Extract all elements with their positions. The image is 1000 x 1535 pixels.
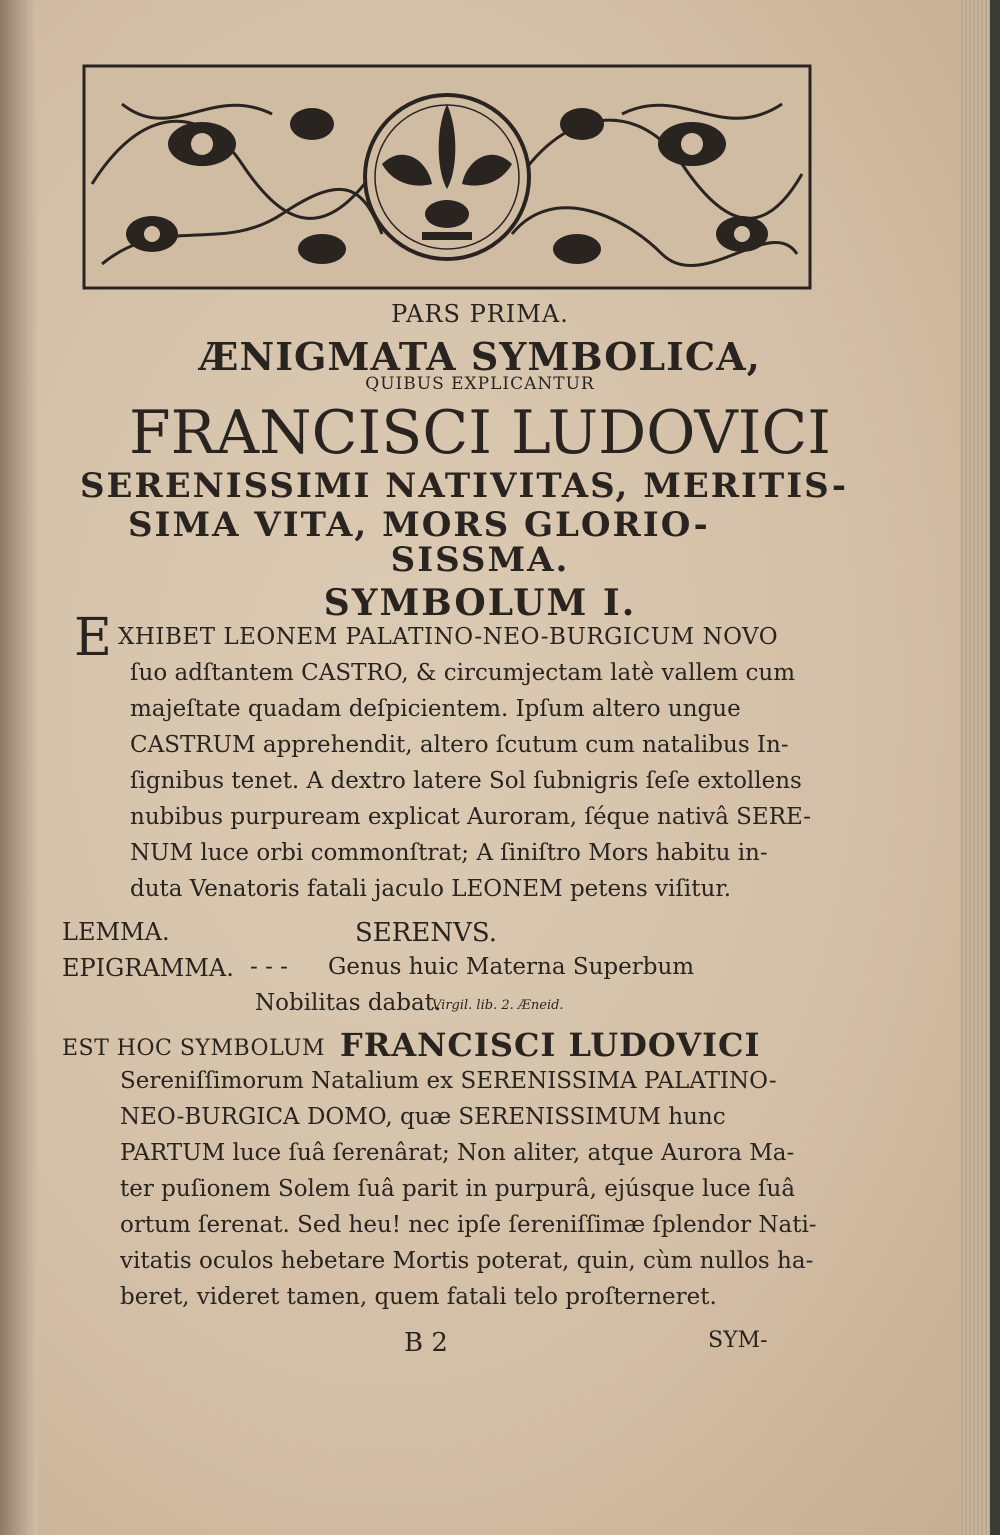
signature-mark: B 2 (404, 1328, 448, 1358)
name-title: FRANCISCI LUDOVICI (128, 398, 832, 468)
lemma-label: LEMMA. (62, 918, 170, 946)
paragraph2-line: NEO-BURGICA DOMO, quæ SERENISSIMUM hunc (120, 1104, 726, 1130)
paragraph1-line: NUM luce orbi commonſtrat; A ſiniſtro Mors habitu in- (130, 840, 768, 866)
symbol-heading: SYMBOLUM I. (323, 582, 637, 624)
paragraph1-line: majeſtate quadam deſpicientem. Ipſum altero ungue (130, 696, 741, 722)
title-line-2: SIMA VITA, MORS GLORIO- (128, 505, 710, 545)
epigramma-line-1: Genus huic Materna Superbum (328, 954, 695, 980)
paragraph2-line: ter puſionem Solem ſuâ parit in purpurâ, ejúsque luce ſuâ (120, 1176, 796, 1202)
epigramma-line-2: Nobilitas dabat. (255, 990, 442, 1016)
page-gutter (0, 0, 38, 1535)
catchword: SYM- (708, 1328, 768, 1353)
paragraph2-line: beret, videret tamen, quem fatali telo proſterneret. (120, 1284, 717, 1310)
paragraph2-line: vitatis oculos hebetare Mortis poterat, quin, cùm nullos ha- (120, 1248, 814, 1274)
paragraph1-line: nubibus purpuream explicat Auroram, ſéque nativâ SERE- (130, 804, 812, 830)
paragraph1-line: duta Venatoris fatali jaculo LEONEM petens viſitur. (130, 876, 732, 902)
paragraph1-line: ſignibus tenet. A dextro latere Sol ſubnigris ſeſe extollens (130, 768, 802, 794)
paragraph2-lead-name: FRANCISCI LUDOVICI (340, 1026, 761, 1064)
epigramma-dashes: - - - (250, 954, 288, 980)
section-heading: PARS PRIMA. (391, 300, 569, 328)
subtitle: QUIBUS EXPLICANTUR (365, 374, 595, 394)
epigramma-label: EPIGRAMMA. (62, 954, 234, 982)
citation: Virgil. lib. 2. Æneid. (432, 998, 564, 1013)
paragraph1-line: ſuo adſtantem CASTRO, & circumjectam latè vallem cum (130, 660, 796, 686)
paragraph1-line: CASTRUM apprehendit, altero ſcutum cum natalibus In- (130, 732, 789, 758)
main-title: ÆNIGMATA SYMBOLICA, (199, 334, 761, 379)
paragraph2-line: Sereniſſimorum Natalium ex SERENISSIMA PALATINO- (120, 1068, 777, 1094)
paragraph2-line: ortum ſerenat. Sed heu! nec ipſe ſereniſſimæ ſplendor Nati- (120, 1212, 817, 1238)
floral-headpiece-ornament (82, 64, 812, 290)
title-line-1: SERENISSIMI NATIVITAS, MERITIS- (80, 466, 849, 506)
lemma-text: SERENVS. (355, 918, 498, 948)
title-line-3: SISSMA. (390, 540, 570, 580)
paragraph1-line: XHIBET LEONEM PALATINO-NEO-BURGICUM NOVO (118, 624, 779, 650)
paragraph2-line: PARTUM luce ſuâ ſerenârat; Non aliter, atque Aurora Ma- (120, 1140, 795, 1166)
drop-cap: E (74, 608, 112, 668)
paragraph2-lead-in: EST HOC SYMBOLUM (62, 1036, 326, 1061)
book-cover-edge (990, 0, 1000, 1535)
